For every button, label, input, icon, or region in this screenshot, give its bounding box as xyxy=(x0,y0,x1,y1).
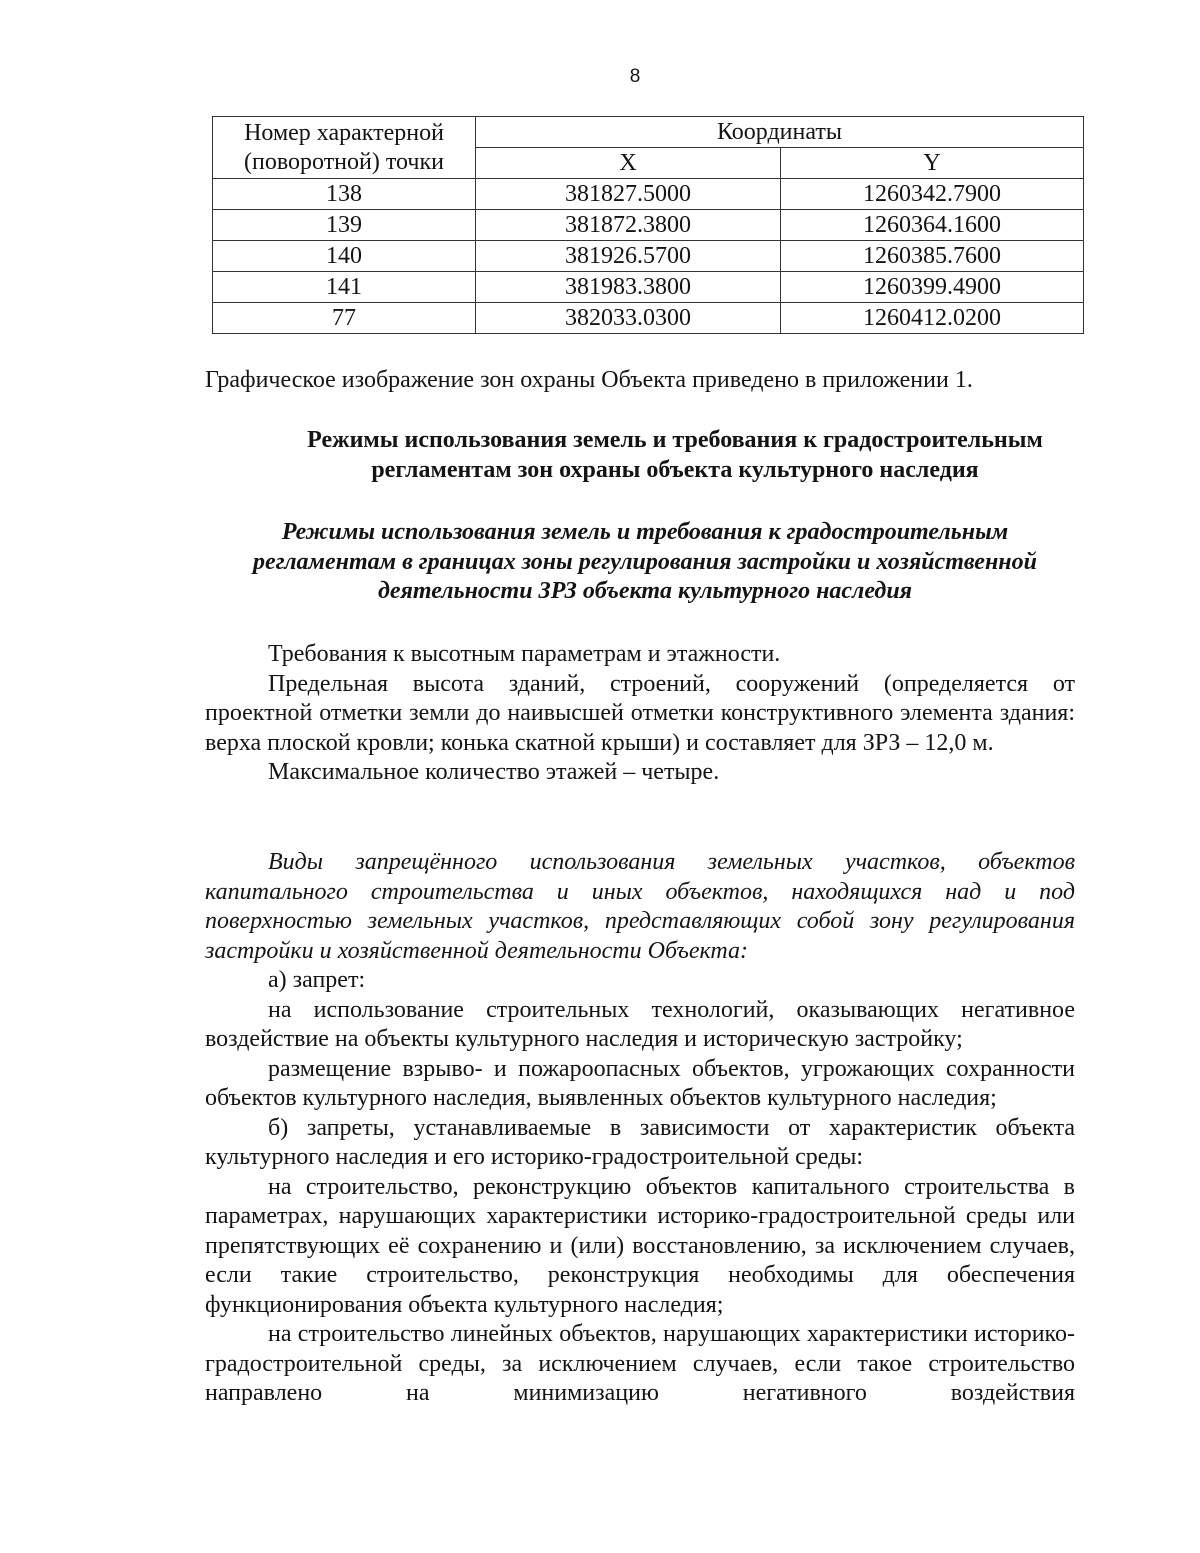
explosive-ban-paragraph: размещение взрыво- и пожароопасных объектов, угрожающих сохранности объектов культурного наследия, выявленных объектов культурного наследия; xyxy=(205,1055,1075,1111)
table-header-row xyxy=(213,117,1084,148)
x-cell: 381983.3800 xyxy=(476,272,781,303)
x-cell: 382033.0300 xyxy=(476,303,781,334)
body-text xyxy=(205,640,1075,788)
table-row xyxy=(213,210,1084,241)
y-cell: 1260399.4900 xyxy=(781,272,1084,303)
ban-b-paragraph: б) запреты, устанавливаемые в зависимости от характеристик объекта культурного наследия и его историко-градостроительной среды: xyxy=(205,1114,1075,1170)
point-cell: 77 xyxy=(213,303,476,334)
prohibitions-text xyxy=(205,848,1075,1409)
prohibited-uses-intro: Виды запрещённого использования земельных участков, объектов капитального строительства и иных объектов, находящихся над и под поверхностью земельных участков, представляющих собой зону регулирования застройки и хозяйственной деятельности Объекта: xyxy=(205,849,1075,964)
table-row xyxy=(213,241,1084,272)
coordinates-header: Координаты xyxy=(476,117,1084,148)
y-cell: 1260364.1600 xyxy=(781,210,1084,241)
y-cell: 1260412.0200 xyxy=(781,303,1084,334)
y-header: Y xyxy=(781,148,1084,179)
subsection-heading: Режимы использования земель и требования к градостроительным регламентам в границах зоны регулирования застройки и хозяйственной деятельности ЗРЗ объекта культурного наследия xyxy=(253,519,1037,604)
point-cell: 140 xyxy=(213,241,476,272)
table-row xyxy=(213,272,1084,303)
point-cell: 139 xyxy=(213,210,476,241)
coordinates-table xyxy=(212,116,1084,334)
table-row xyxy=(213,179,1084,210)
point-cell: 141 xyxy=(213,272,476,303)
point-number-header: Номер характерной (поворотной) точки xyxy=(213,117,476,179)
height-requirements-paragraph: Требования к высотным параметрам и этажности. xyxy=(268,641,781,667)
table-row xyxy=(213,303,1084,334)
section-heading: Режимы использования земель и требования к градостроительным регламентам зон охраны объекта культурного наследия xyxy=(307,427,1043,483)
x-cell: 381827.5000 xyxy=(476,179,781,210)
tech-ban-paragraph: на использование строительных технологий, оказывающих негативное воздействие на объекты культурного наследия и историческую застройку; xyxy=(205,996,1075,1052)
y-cell: 1260385.7600 xyxy=(781,241,1084,272)
y-cell: 1260342.7900 xyxy=(781,179,1084,210)
linear-ban-paragraph: на строительство линейных объектов, нарушающих характеристики историко-градостроительной среды, за исключением случаев, если такое строительство направлено на минимизацию негативного воздействия xyxy=(205,1321,1075,1406)
graphic-note: Графическое изображение зон охраны Объекта приведено в приложении 1. xyxy=(205,367,973,393)
ban-a-label: а) запрет: xyxy=(268,967,366,993)
x-header: X xyxy=(476,148,781,179)
max-height-paragraph: Предельная высота зданий, строений, сооружений (определяется от проектной отметки земли до наивысшей отметки конструктивного элемента здания: верха плоской кровли; конька скатной крыши) и составляет для ЗРЗ – 12,0 м. xyxy=(205,670,1075,756)
construction-ban-paragraph: на строительство, реконструкцию объектов капитального строительства в параметрах, нарушающих характеристики историко-градостроительной среды или препятствующих её сохранению и (или) восстановлению, за исключением случаев, если такие строительство, реконструкция необходимы для обеспечения функционирования объекта культурного наследия; xyxy=(205,1173,1075,1318)
x-cell: 381872.3800 xyxy=(476,210,781,241)
max-floors-paragraph: Максимальное количество этажей – четыре. xyxy=(268,759,720,785)
x-cell: 381926.5700 xyxy=(476,241,781,272)
page-number: 8 xyxy=(629,66,641,87)
point-cell: 138 xyxy=(213,179,476,210)
